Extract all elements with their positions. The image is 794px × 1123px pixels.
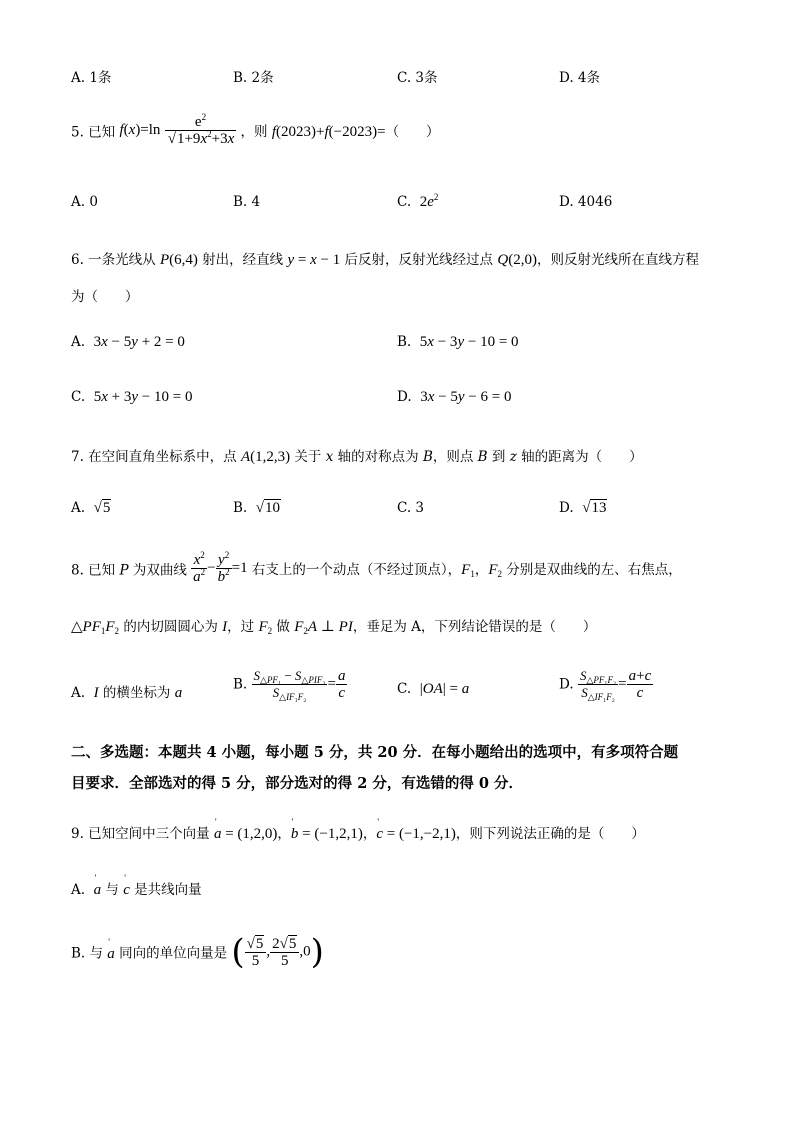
q6-line2: 为（ ） [71,289,139,305]
q8-option-c: C. |OA| = a [397,681,470,697]
q9-question: 9. 已知空间中三个向量 ' a = (1,2,0)，' b = (−1,2,1)，' c = (−1,−2,1)，则下列说法正确的是（ ） [71,822,645,843]
q4-option-b: B. 2条 [233,70,274,86]
q9-option-b: B. 与 ' a 同向的单位向量是 ( $\frac{√5}{5}$ , $\frac{2√5}{5}$ ,0) [71,932,324,972]
q8-option-d: D. $\frac{S_{\triangle PF_1F_2}}{S_{\triangle IF_1F_2}}$ = $\frac{a+c}{c}$ [559,668,652,702]
q9-option-a: A. ' a 与 ' c 是共线向量 [71,878,202,899]
q7-option-b: B. √10 [233,500,281,516]
q6-option-a: A. 3x − 5y + 2 = 0 [71,334,185,350]
q5-question: 5. 已知 f(x)=ln $\frac{e^2}{√1+9x^2+3x}$ ，则 f(2023)+f(−2023)=（ ） [71,112,440,147]
q7-question: 7. 在空间直角坐标系中，点 A(1,2,3) 关于 x 轴的对称点为 B，则点 B 到 z 轴的距离为（ ） [71,449,643,465]
q5-option-c: C. $2e^2$ [397,192,439,210]
q6-option-c: C. 5x + 3y − 10 = 0 [71,389,193,405]
section2-line2: 目要求．全部选对的得 5 分，部分选对的得 2 分，有选错的得 0 分． [71,775,524,792]
q7-option-d: D. √13 [559,500,607,516]
q4-option-c: C. 3条 [397,70,438,86]
q8-option-b: B. $\frac{S_{\triangle PF_1} - S_{\triangle PIF_2}}{S_{\triangle IF_1F_2}}$ = $\frac{a}{c}$ [233,668,346,702]
q6-option-d: D. 3x − 5y − 6 = 0 [397,389,512,405]
q4-option-a: A. 1条 [71,70,112,86]
q5-option-d: D. 4046 [559,194,613,210]
q6-line1: 6. 一条光线从 P(6,4) 射出，经直线 y = x − 1 后反射，反射光线经过点 Q(2,0)，则反射光线所在直线方程 [71,252,699,268]
q8-option-a: A. I 的横坐标为 a [71,685,183,701]
q7-option-c: C. 3 [397,500,425,516]
q8-line2: $\triangle PF_1F_2$ 的内切圆圆心为 I，过 $F_2$ 做 $F_2A$ ⊥ PI，垂足为 A，下列结论错误的是（ ） [71,619,597,636]
q8-line1: 8. 已知 P 为双曲线 $\frac{x^2}{a^2}$ − $\frac{y^2}{b^2}$ =1 右支上的一个动点（不经过顶点），$F_1$，$F_2$ 分别是双曲线的左、右焦点， [71,550,682,585]
q4-option-d: D. 4条 [559,70,601,86]
q5-fraction: $\frac{e^2}{√1+9x^2+3x}$ [165,114,237,147]
q5-option-b: B. 4 [233,194,261,210]
q5-option-a: A. 0 [71,194,98,210]
q6-option-b: B. 5x − 3y − 10 = 0 [397,334,519,350]
section2-line1: 二、多选题：本题共 4 小题，每小题 5 分，共 20 分．在每小题给出的选项中，有多项符合题 [71,744,679,761]
q7-option-a: A. √5 [71,500,111,516]
